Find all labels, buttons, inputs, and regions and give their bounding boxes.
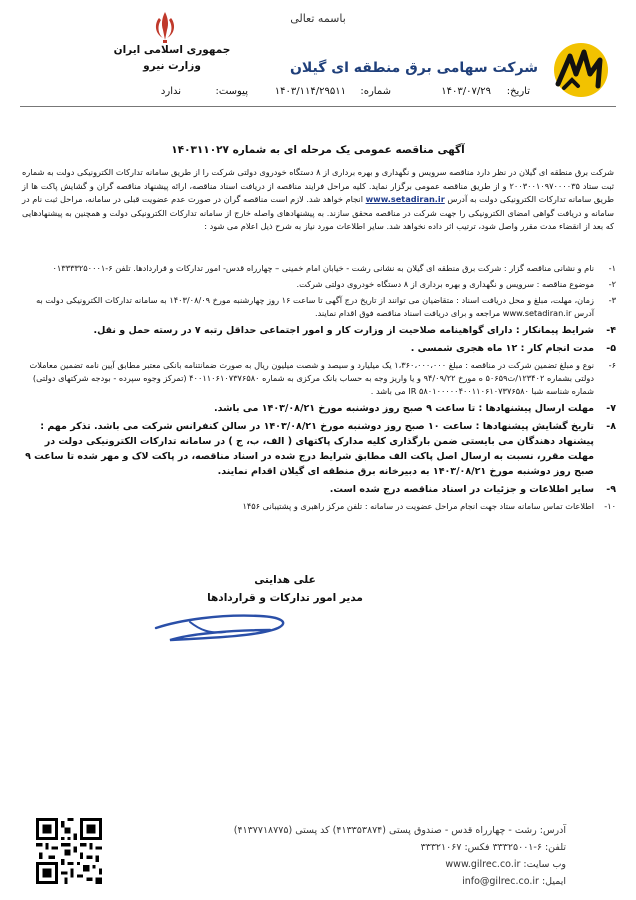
footer-email[interactable]: ایمیل: info@gilrec.co.ir (462, 876, 566, 887)
item-text: سایر اطلاعات و جزئیات در اسناد مناقصه درج شده است. (329, 484, 594, 495)
list-item (22, 278, 616, 291)
company-name: شرکت سهامی برق منطقه ای گیلان (289, 60, 538, 76)
item-text: اطلاعات تماس سامانه ستاد جهت انجام مراحل عضویت در سامانه : تلفن مرکز راهبری و پشتیبانی ۱۴۵۶ (242, 501, 594, 511)
government-name: جمهوری اسلامی ایران (113, 44, 231, 56)
list-item (22, 419, 616, 479)
handwritten-signature-icon (150, 600, 300, 650)
signatory-role: مدیر امور تدارکات و قراردادها (207, 592, 363, 604)
list-item (22, 359, 616, 398)
basmala: باسمه تعالی (290, 12, 346, 25)
footer-website[interactable]: وب سایت: www.gilrec.co.ir (445, 859, 566, 870)
footer-phone: تلفن: ۶-۳۳۳۲۵۰۰۱ فکس: ۳۳۳۲۱۰۶۷ (420, 842, 566, 853)
item-text: نوع و مبلغ تضمین شرکت در مناقصه : مبلغ ۱،۳۶۰،۰۰۰،۰۰۰ یک میلیارد و سیصد و شصت میلیون ریال به صورت ضمانتنامه بانکی معتبر مطابق آیین نامه تضمین معاملات دولتی بشماره ۱۲۳۴۰۲/ت۵۰۶۵۹ ه مورخ ۹۴/۰۹/۲۲ و یا واریز وجه به حساب بانک مرکزی به شماره ۴۰۰۱۱۰۶۱۰۷۳۷۶۵۸۰ (تمرکز وجوه سپرده - بودجه شرکتهای دولتی) شماره شناسه شبا IR ۵۸۰۱۰۰۰۰۰۴۰۰۱۱۰۶۱۰۷۳۷۶۵۸۰ می باشد . (29, 360, 594, 396)
item-number: ۶- (608, 360, 616, 370)
item-text: زمان، مهلت، مبلغ و محل دریافت اسناد : متقاضیان می توانند از تاریخ درج آگهی تا ساعت ۱۶ روز چهارشنبه مورخ ۱۴۰۳/۰۸/۰۹ به سامانه تدارکات الکترونیکی دولت به آدرس www.setadiran.ir مراجعه و برای دریافت اسناد مناقصه فوق اقدام نمایند. (36, 295, 594, 318)
item-number: ۱۰- (604, 501, 616, 511)
signatory-name: علی هدایتی (254, 574, 316, 586)
intro-text-start: شرکت برق منطقه ای گیلان در نظر دارد مناقصه سرویس و نگهداری و بهره برداری از ۸ دستگاه خودروی دولتی شرکت را از طریق سامانه تدارکات الکترونیکی دولت به شماره ثبت ستاد ۲۰۰۳۰۰۱۰۹۷۰۰۰۰۳۵ و از طریق مناقصه عمومی برگزار نماید. کلیه مراحل فرایند مناقصه از دریافت اسناد مناقصه، ارائه پیشنهاد مناقصه گران و گشایش پاکت ها از طریق سامانه تدارکات الکترونیکی دولت به آدرس (22, 167, 614, 205)
item-number: ۵- (606, 343, 616, 354)
attachment-label: پیوست: (215, 86, 248, 97)
list-item (22, 500, 616, 513)
notice-items-list (22, 262, 616, 516)
footer-address: آدرس: رشت - چهارراه قدس - صندوق پستی (۴۱۳۳۵۳۸۷۴) کد پستی (۴۱۳۷۷۱۸۷۷۵) (233, 825, 566, 836)
iran-emblem-icon (150, 10, 180, 44)
date-label: تاریخ: (506, 86, 530, 97)
notice-intro (22, 166, 614, 234)
item-number: ۹- (606, 484, 616, 495)
gilan-electricity-logo-icon (548, 40, 614, 100)
header-divider (20, 106, 616, 107)
qr-code-icon (36, 818, 102, 884)
ministry-name: وزارت نیرو (143, 60, 201, 72)
list-item (22, 323, 616, 338)
item-number: ۸- (606, 421, 616, 432)
footer-contact (186, 822, 566, 890)
notice-title: آگهی مناقصه عمومی یک مرحله ای به شماره ۱۴۰۳۱۱۰۲۷ (171, 144, 465, 156)
item-number: ۲- (608, 279, 616, 289)
item-text: مهلت ارسال پیشنهادها : تا ساعت ۹ صبح روز دوشنبه مورخ ۱۴۰۳/۰۸/۲۱ می باشد. (214, 403, 594, 414)
list-item (22, 401, 616, 416)
item-text: نام و نشانی مناقصه گزار : شرکت برق منطقه ای گیلان به نشانی رشت - خیابان امام خمینی – چهارراه قدس- امور تدارکات و قراردادها. تلفن ۶-۰۱۳۳۳۳۲۵۰۰۰۱ (52, 263, 594, 273)
list-item (22, 482, 616, 497)
item-number: ۴- (606, 325, 616, 336)
item-number: ۱- (608, 263, 616, 273)
attachment-value: ندارد (160, 86, 181, 97)
item-text: شرایط پیمانکار : دارای گواهینامه صلاحیت از وزارت کار و امور اجتماعی حداقل رتبه ۷ در رسته حمل و نقل. (93, 325, 594, 336)
item-number: ۷- (606, 403, 616, 414)
item-text: مدت انجام کار : ۱۲ ماه هجری شمسی . (410, 343, 594, 354)
date-value: ۱۴۰۳/۰۷/۲۹ (441, 86, 491, 97)
number-label: شماره: (360, 86, 391, 97)
list-item (22, 341, 616, 356)
list-item (22, 294, 616, 320)
intro-text-end: انجام خواهد شد. لازم است مناقصه گران در صورت عدم عضویت قبلی در سامانه، مراحل ثبت نام در سامانه و دریافت گواهی امضای الکترونیکی را جهت شرکت در مناقصه محقق سازند. به پیشنهادهای واصله خارج از سامانه تدارکات الکترونیکی دولت و همچنین به پیشنهادهایی که بعد از انقضاء مدت مقرر واصل شود، ترتیب اثر داده نخواهد شد. سایر اطلاعات مورد نیاز به شرح ذیل اعلام می شود : (22, 194, 614, 232)
item-number: ۳- (608, 295, 616, 305)
setadiran-link[interactable]: www.setadiran.ir (365, 194, 445, 205)
number-value: ۱۴۰۳/۱۱۴/۲۹۵۱۱ (274, 86, 346, 97)
list-item (22, 262, 616, 275)
item-text: تاریخ گشایش پیشنهادها : ساعت ۱۰ صبح روز دوشنبه مورخ ۱۴۰۳/۰۸/۲۱ در سالن کنفرانس شرکت می باشد. تذکر مهم : پیشنهاد دهندگان می بایستی ضمن بارگذاری کلیه مدارک پاکتهای ( الف، ب، ج ) در سامانه تدارکات الکترونیکی دولت در مهلت مقرر، نسبت به ارسال اصل پاکت الف مطابق شرایط درج شده در اسناد مناقصه، در پاکت لاک و مهر شده تا ساعت ۹ صبح روز دوشنبه مورخ ۱۴۰۳/۰۸/۲۱ به دبیرخانه برق منطقه ای گیلان اقدام نمایند. (25, 421, 594, 477)
item-text: موضوع مناقصه : سرویس و نگهداری و بهره برداری از ۸ دستگاه خودروی دولتی شرکت. (296, 279, 594, 289)
